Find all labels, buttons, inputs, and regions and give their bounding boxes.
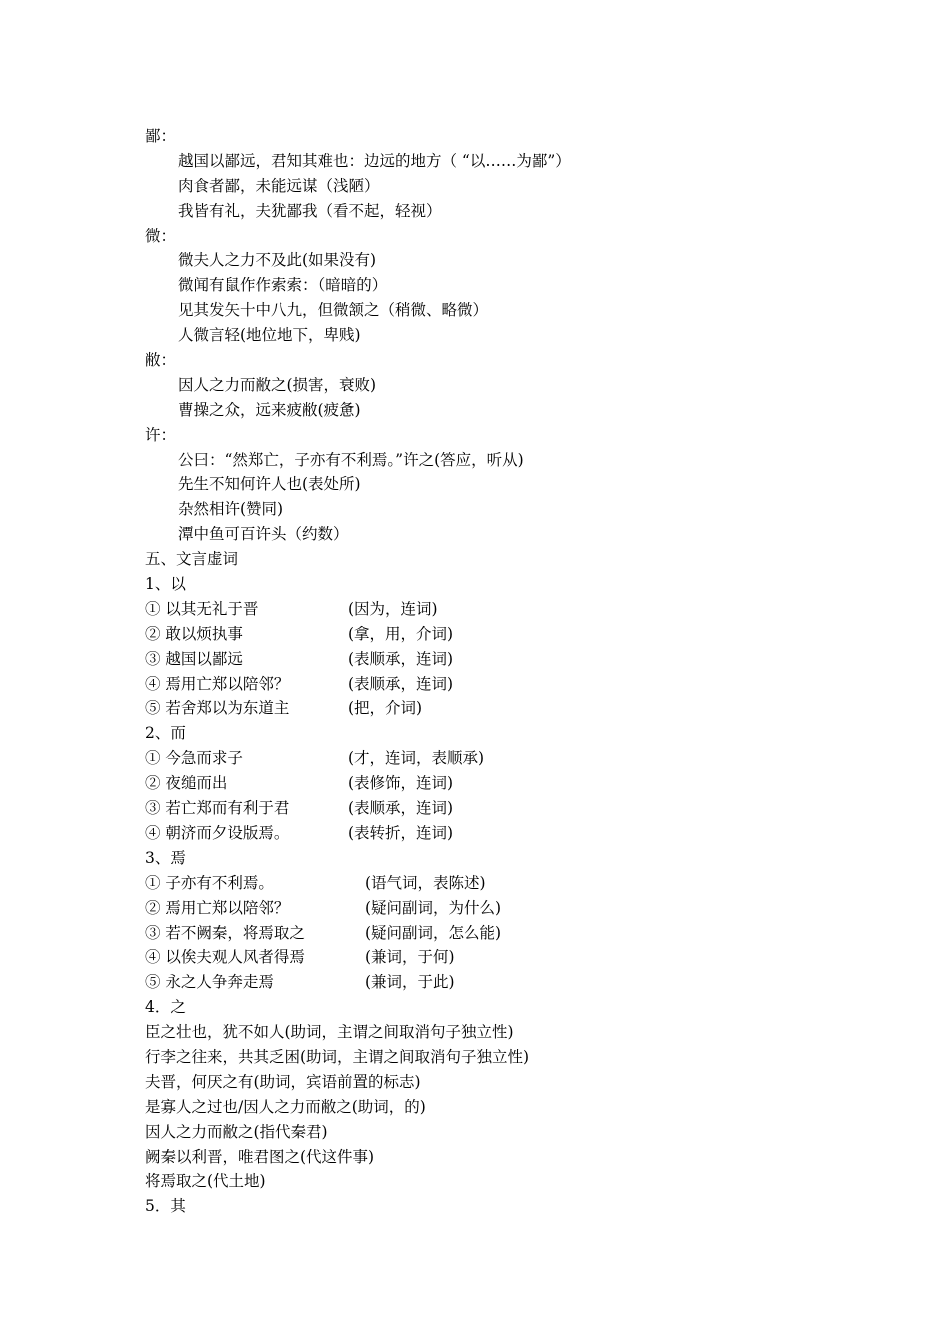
example-line: 潭中鱼可百许头（约数） xyxy=(178,525,349,544)
example-line: 越国以鄙远，君知其难也：边远的地方（ “以……为鄙”） xyxy=(178,151,571,170)
usage-note: (表转折，连词) xyxy=(348,823,454,842)
example-line: 人微言轻(地位地下，卑贱) xyxy=(178,326,361,345)
section-line: 是寡人之过也/因人之力而敝之(助词，的) xyxy=(145,1097,426,1116)
usage-note: (拿，用，介词) xyxy=(348,624,454,643)
usage-sentence: ① 以其无礼于晋 xyxy=(145,599,259,618)
usage-sentence: ③ 若不阙秦，将焉取之 xyxy=(145,923,305,942)
section-line: 5．其 xyxy=(145,1197,186,1216)
usage-sentence: ③ 若亡郑而有利于君 xyxy=(145,799,290,818)
usage-note: (疑问副词，为什么) xyxy=(365,898,502,917)
usage-item xyxy=(145,746,845,771)
example-line: 微夫人之力不及此(如果没有) xyxy=(178,251,377,270)
section-line: 臣之壮也，犹不如人(助词，主谓之间取消句子独立性) xyxy=(145,1023,514,1042)
example-line: 杂然相许(赞同) xyxy=(178,500,284,519)
usage-sentence: ② 焉用亡郑以陪邻？ xyxy=(145,898,290,917)
section-line: 鄙： xyxy=(145,127,177,145)
example-line: 先生不知何许人也(表处所) xyxy=(178,475,361,494)
example-line: 微闻有鼠作作索索：（暗暗的） xyxy=(178,276,388,295)
usage-note: (表顺承，连词) xyxy=(348,674,454,693)
usage-note: (才，连词，表顺承) xyxy=(348,749,485,768)
section-line: 3、焉 xyxy=(145,848,186,867)
usage-sentence: ① 今急而求子 xyxy=(145,749,243,768)
usage-note: (把，介词) xyxy=(348,699,423,718)
usage-sentence: ④ 朝济而夕设版焉。 xyxy=(145,823,290,842)
usage-sentence: ② 敢以烦执事 xyxy=(145,624,243,643)
section-line: 敝： xyxy=(145,351,177,370)
example-line: 我皆有礼，夫犹鄙我（看不起，轻视） xyxy=(178,201,442,220)
usage-note: (疑问副词，怎么能) xyxy=(365,923,502,942)
example-line: 公曰：“然郑亡，子亦有不利焉。”许之(答应，听从) xyxy=(178,450,524,469)
usage-note: (语气词，表陈述) xyxy=(365,873,486,892)
section-line: 1、以 xyxy=(145,575,186,594)
usage-item xyxy=(145,871,845,896)
usage-sentence: ② 夜缒而出 xyxy=(145,774,228,793)
usage-item xyxy=(145,771,845,796)
usage-sentence: ④ 焉用亡郑以陪邻？ xyxy=(145,674,290,693)
usage-item xyxy=(145,696,845,721)
usage-item xyxy=(145,796,845,821)
usage-sentence: ④ 以俟夫观人风者得焉 xyxy=(145,948,305,967)
usage-item xyxy=(145,896,845,921)
usage-note: (表顺承，连词) xyxy=(348,649,454,668)
section-line: 2、而 xyxy=(145,724,186,743)
usage-sentence: ⑤ 若舍郑以为东道主 xyxy=(145,699,290,718)
example-line: 肉食者鄙，未能远谋（浅陋） xyxy=(178,176,380,195)
section-line: 夫晋，何厌之有(助词，宾语前置的标志) xyxy=(145,1072,421,1091)
example-line: 曹操之众，远来疲敝(疲惫) xyxy=(178,400,361,419)
usage-note: (因为，连词) xyxy=(348,599,438,618)
section-line: 行李之往来，共其乏困(助词，主谓之间取消句子独立性) xyxy=(145,1047,530,1066)
section-line: 微： xyxy=(145,226,177,245)
usage-sentence: ① 子亦有不利焉。 xyxy=(145,873,274,892)
usage-note: (表修饰，连词) xyxy=(348,774,454,793)
usage-item xyxy=(145,921,845,946)
usage-item xyxy=(145,597,845,622)
usage-note: (表顺承，连词) xyxy=(348,799,454,818)
section-line: 4．之 xyxy=(145,998,186,1017)
usage-item xyxy=(145,622,845,647)
usage-sentence: ⑤ 永之人争奔走焉 xyxy=(145,973,274,992)
section-line: 因人之力而敝之(指代秦君) xyxy=(145,1122,328,1141)
usage-item xyxy=(145,945,845,970)
section-line: 将焉取之(代土地) xyxy=(145,1172,266,1191)
example-line: 因人之力而敝之(损害，衰败) xyxy=(178,375,377,394)
usage-note: (兼词，于何) xyxy=(365,948,455,967)
example-line: 见其发矢十中八九，但微颔之（稍微、略微） xyxy=(178,301,489,320)
section-line: 阙秦以利晋，唯君图之(代这件事) xyxy=(145,1147,375,1166)
section-line: 五、文言虚词 xyxy=(145,550,239,569)
usage-item xyxy=(145,821,845,846)
section-line: 许： xyxy=(145,425,177,444)
usage-note: (兼词，于此) xyxy=(365,973,455,992)
document-body xyxy=(145,124,845,1219)
usage-sentence: ③ 越国以鄙远 xyxy=(145,649,243,668)
usage-item xyxy=(145,970,845,995)
usage-item xyxy=(145,672,845,697)
usage-item xyxy=(145,647,845,672)
